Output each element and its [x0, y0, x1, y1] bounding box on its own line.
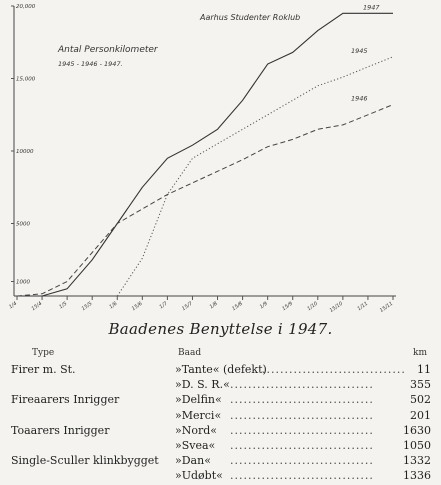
series-line-1947	[17, 13, 393, 296]
row-type: Single-Sculler klinkbygget	[11, 454, 159, 468]
table-row	[0, 393, 441, 409]
row-km: 201	[410, 408, 431, 422]
row-boat: »Delfin«	[175, 393, 222, 407]
header-type: Type	[32, 348, 55, 358]
row-boat: »Tante« (defekt)	[175, 363, 267, 376]
x-tick-label: 15/9	[281, 300, 294, 313]
row-leader-dots: ................................	[230, 423, 374, 437]
table-row	[0, 439, 441, 455]
row-leader-dots: ................................	[230, 378, 374, 392]
series-line-1945	[117, 57, 393, 296]
table-title: Baadenes Benyttelse i 1947.	[108, 320, 333, 338]
x-tick-label: 1/11	[356, 300, 370, 313]
row-boat: »Udøbt«	[175, 469, 223, 483]
x-tick-label: 1/5	[58, 300, 69, 311]
x-tick-label: 1/10	[306, 300, 319, 313]
table-row	[0, 378, 441, 394]
row-boat: »Merci«	[175, 408, 222, 422]
row-km: 1050	[403, 439, 431, 452]
row-type: Fireaarers Inrigger	[11, 393, 120, 407]
row-km: 502	[410, 393, 431, 407]
x-tick-label: 1/9	[258, 300, 269, 311]
series-label: 1946	[351, 94, 368, 103]
row-type: Toaarers Inrigger	[11, 423, 110, 437]
x-tick-label: 15/5	[80, 300, 94, 313]
row-leader-dots: ................................	[230, 469, 374, 483]
x-tick-label: 15/11	[378, 300, 395, 314]
series-label: 1947	[363, 3, 380, 12]
series-label: 1945	[351, 46, 368, 55]
x-tick-label: 1/7	[158, 300, 169, 311]
row-km: 1336	[403, 469, 431, 483]
header-km: km	[413, 348, 427, 358]
row-leader-dots: ................................	[230, 454, 374, 468]
row-km: 11	[417, 363, 431, 376]
x-tick-label: 1/8	[208, 300, 219, 311]
table-row	[0, 424, 441, 440]
x-tick-label: 15/7	[180, 300, 194, 313]
row-boat: »D. S. R.«	[175, 378, 230, 392]
x-tick-label: 1/6	[108, 300, 119, 311]
table-row	[0, 454, 441, 470]
row-leader-dots: ................................	[262, 363, 406, 376]
x-tick-label: 15/6	[130, 300, 144, 313]
row-boat: »Dan«	[175, 454, 211, 468]
chart-years-note: 1945 - 1946 - 1947.	[58, 60, 123, 68]
table-row	[0, 363, 441, 379]
y-tick-label: 10000	[16, 149, 34, 155]
series-line-1946	[17, 105, 393, 296]
x-tick-label: 15/8	[231, 300, 244, 313]
row-km: 355	[410, 378, 431, 392]
chart-subtitle: Antal Personkilometer	[58, 45, 158, 55]
table-row	[0, 469, 441, 485]
row-boat: »Nord«	[175, 423, 218, 437]
row-km: 1630	[403, 423, 431, 437]
row-leader-dots: ................................	[230, 439, 374, 452]
y-tick-label: 1000	[16, 279, 30, 286]
chart-title: Aarhus Studenter Roklub	[200, 13, 301, 22]
x-tick-label: 1/4	[8, 300, 19, 311]
row-leader-dots: ................................	[230, 393, 374, 407]
row-leader-dots: ................................	[230, 408, 374, 422]
row-type: Firer m. St.	[11, 363, 76, 376]
row-km: 1332	[403, 454, 431, 468]
x-tick-label: 15/10	[328, 300, 345, 314]
y-tick-label: 20,000	[16, 4, 36, 10]
row-boat: »Svea«	[175, 439, 216, 452]
y-tick-label: 15,000	[16, 76, 36, 83]
table-row	[0, 409, 441, 425]
x-tick-label: 15/4	[30, 300, 44, 313]
header-boat: Baad	[178, 348, 202, 358]
y-tick-label: 5000	[16, 221, 30, 228]
